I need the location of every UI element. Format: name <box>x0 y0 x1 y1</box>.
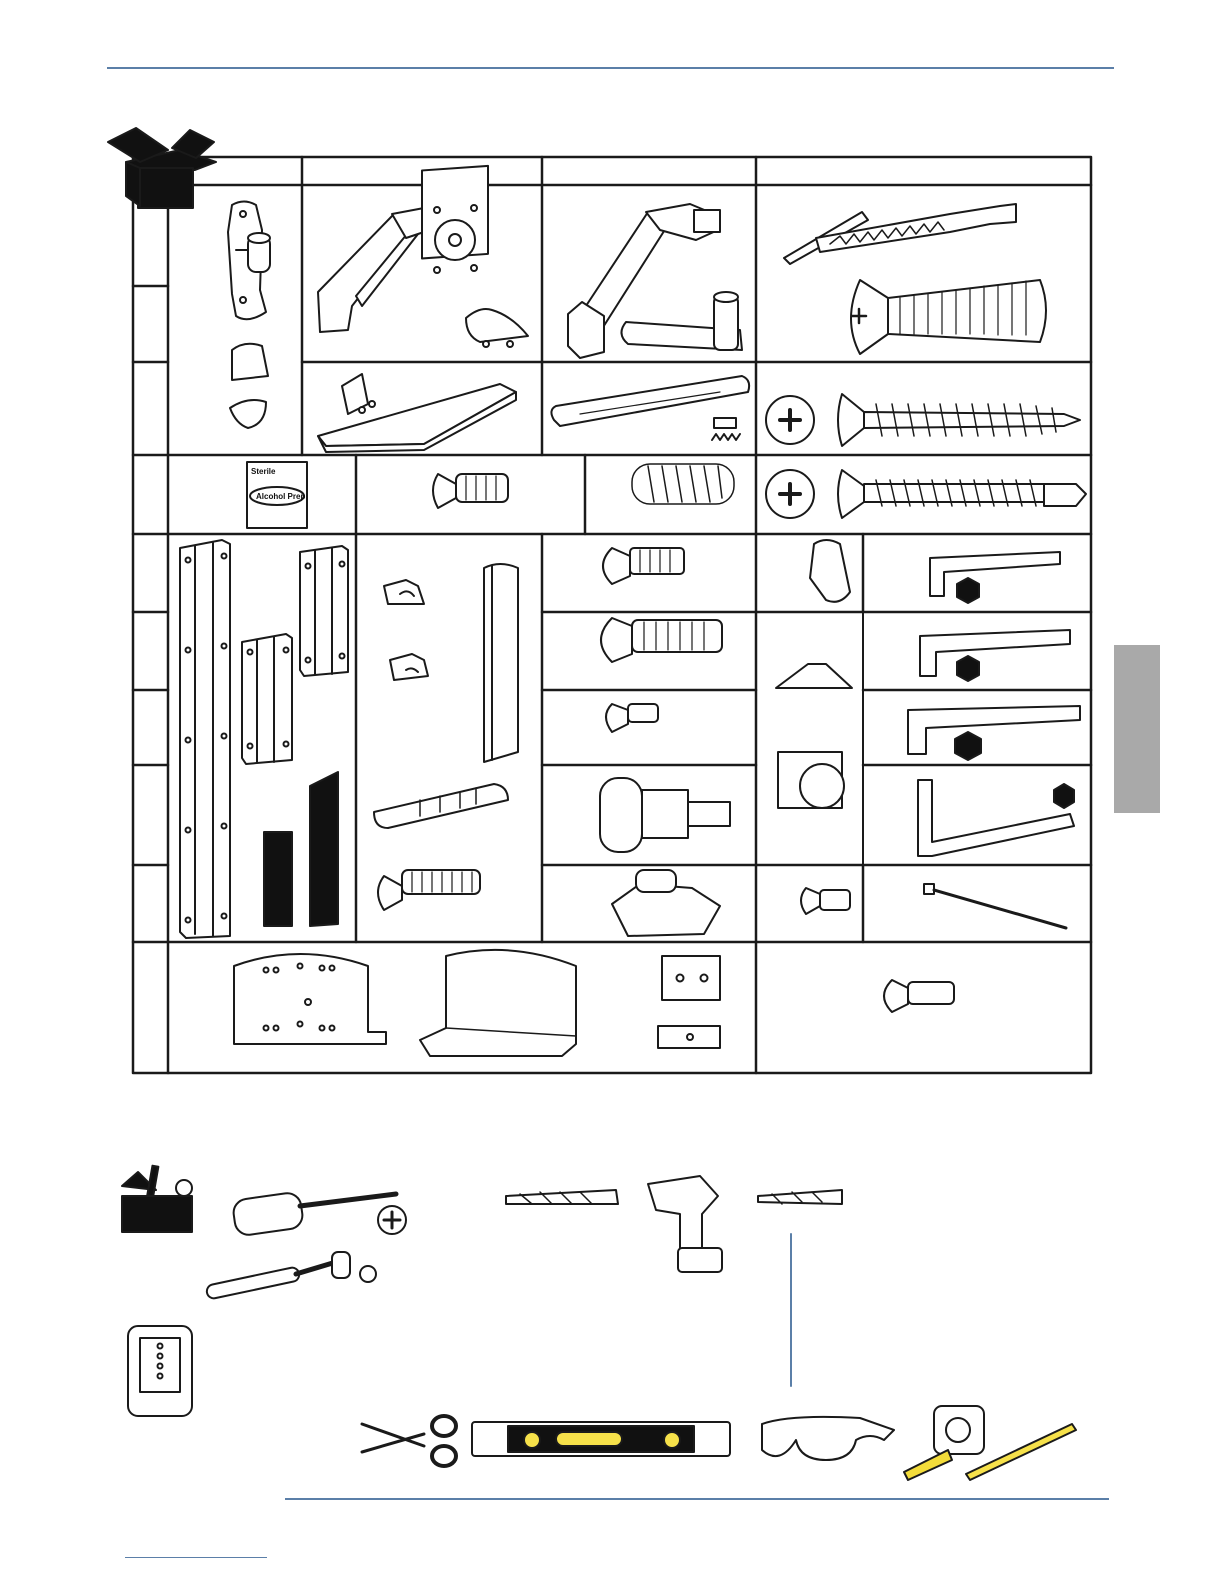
level-icon <box>472 1422 730 1456</box>
mount-plate-cover-icon <box>420 950 576 1056</box>
scissors-icon <box>362 1416 456 1466</box>
extension-arm-icon <box>568 204 742 358</box>
pan-head-screw-icon <box>884 980 954 1012</box>
adhesive-strip-icon <box>264 772 338 926</box>
alcohol-prep-label-1: Sterile <box>251 467 276 476</box>
wall-channel-long-icon <box>180 540 230 938</box>
footer-link-underline <box>125 1557 267 1558</box>
spacer-bar-icon <box>658 1026 720 1048</box>
cordless-drill-icon <box>648 1176 722 1272</box>
thumb-screw-icon <box>600 778 730 852</box>
spacer-block-icon <box>662 956 720 1000</box>
threaded-knob-icon <box>612 870 720 936</box>
ratchet-tool-icon <box>784 204 1016 264</box>
cable-clip-small-icon <box>390 654 428 680</box>
button-head-screw-large-icon <box>601 618 722 662</box>
monitor-arm-icon <box>318 166 488 332</box>
wall-channel-short-icon <box>242 634 292 764</box>
drill-bit-small-icon <box>758 1190 842 1204</box>
toolbox-icon <box>122 1166 192 1232</box>
end-cap-icon <box>232 344 268 380</box>
alcohol-prep-label-2: Alcohol Prep <box>256 492 306 501</box>
hex-key-small-icon <box>930 552 1060 603</box>
safety-glasses-icon <box>762 1417 894 1460</box>
machine-screw-icon <box>378 870 480 910</box>
hex-key-large-icon <box>908 706 1080 760</box>
cable-hook-icon <box>810 540 850 602</box>
long-flat-screw-icon <box>851 280 1046 354</box>
short-flat-screw-icon <box>433 474 508 508</box>
mount-plate-with-holes-icon <box>234 954 386 1044</box>
button-head-screw-icon <box>603 548 684 584</box>
hex-key-medium-icon <box>920 630 1070 681</box>
stud-finder-icon <box>128 1326 192 1416</box>
tools-section <box>0 1100 1224 1500</box>
wall-bracket-icon <box>228 202 270 320</box>
swivel-base-icon <box>778 752 844 808</box>
slide-rail-icon <box>551 376 749 440</box>
pan-head-screw-small-icon <box>606 704 658 732</box>
rubber-bumper-icon <box>776 664 852 688</box>
open-box-icon <box>108 128 216 208</box>
corner-cover-icon <box>230 400 266 428</box>
keyboard-tray-icon <box>318 374 516 452</box>
tape-measure-icon <box>904 1406 984 1480</box>
drill-bit-icon <box>506 1190 618 1204</box>
cable-cover-icon <box>466 309 528 347</box>
t-handle-hex-key-icon <box>918 780 1074 856</box>
channel-cover-icon <box>484 564 518 762</box>
self-drilling-screw-icon <box>766 470 1086 518</box>
tiny-screw-icon <box>801 888 850 914</box>
cable-tie-icon <box>924 884 1066 928</box>
cable-clip-icon <box>384 580 424 604</box>
threaded-insert-icon <box>632 464 734 504</box>
wood-screw-icon <box>766 394 1080 446</box>
wall-anchor-icon <box>374 784 508 828</box>
socket-wrench-icon <box>206 1252 376 1300</box>
wall-channel-medium-icon <box>300 546 348 676</box>
screwdriver-icon <box>232 1191 406 1236</box>
